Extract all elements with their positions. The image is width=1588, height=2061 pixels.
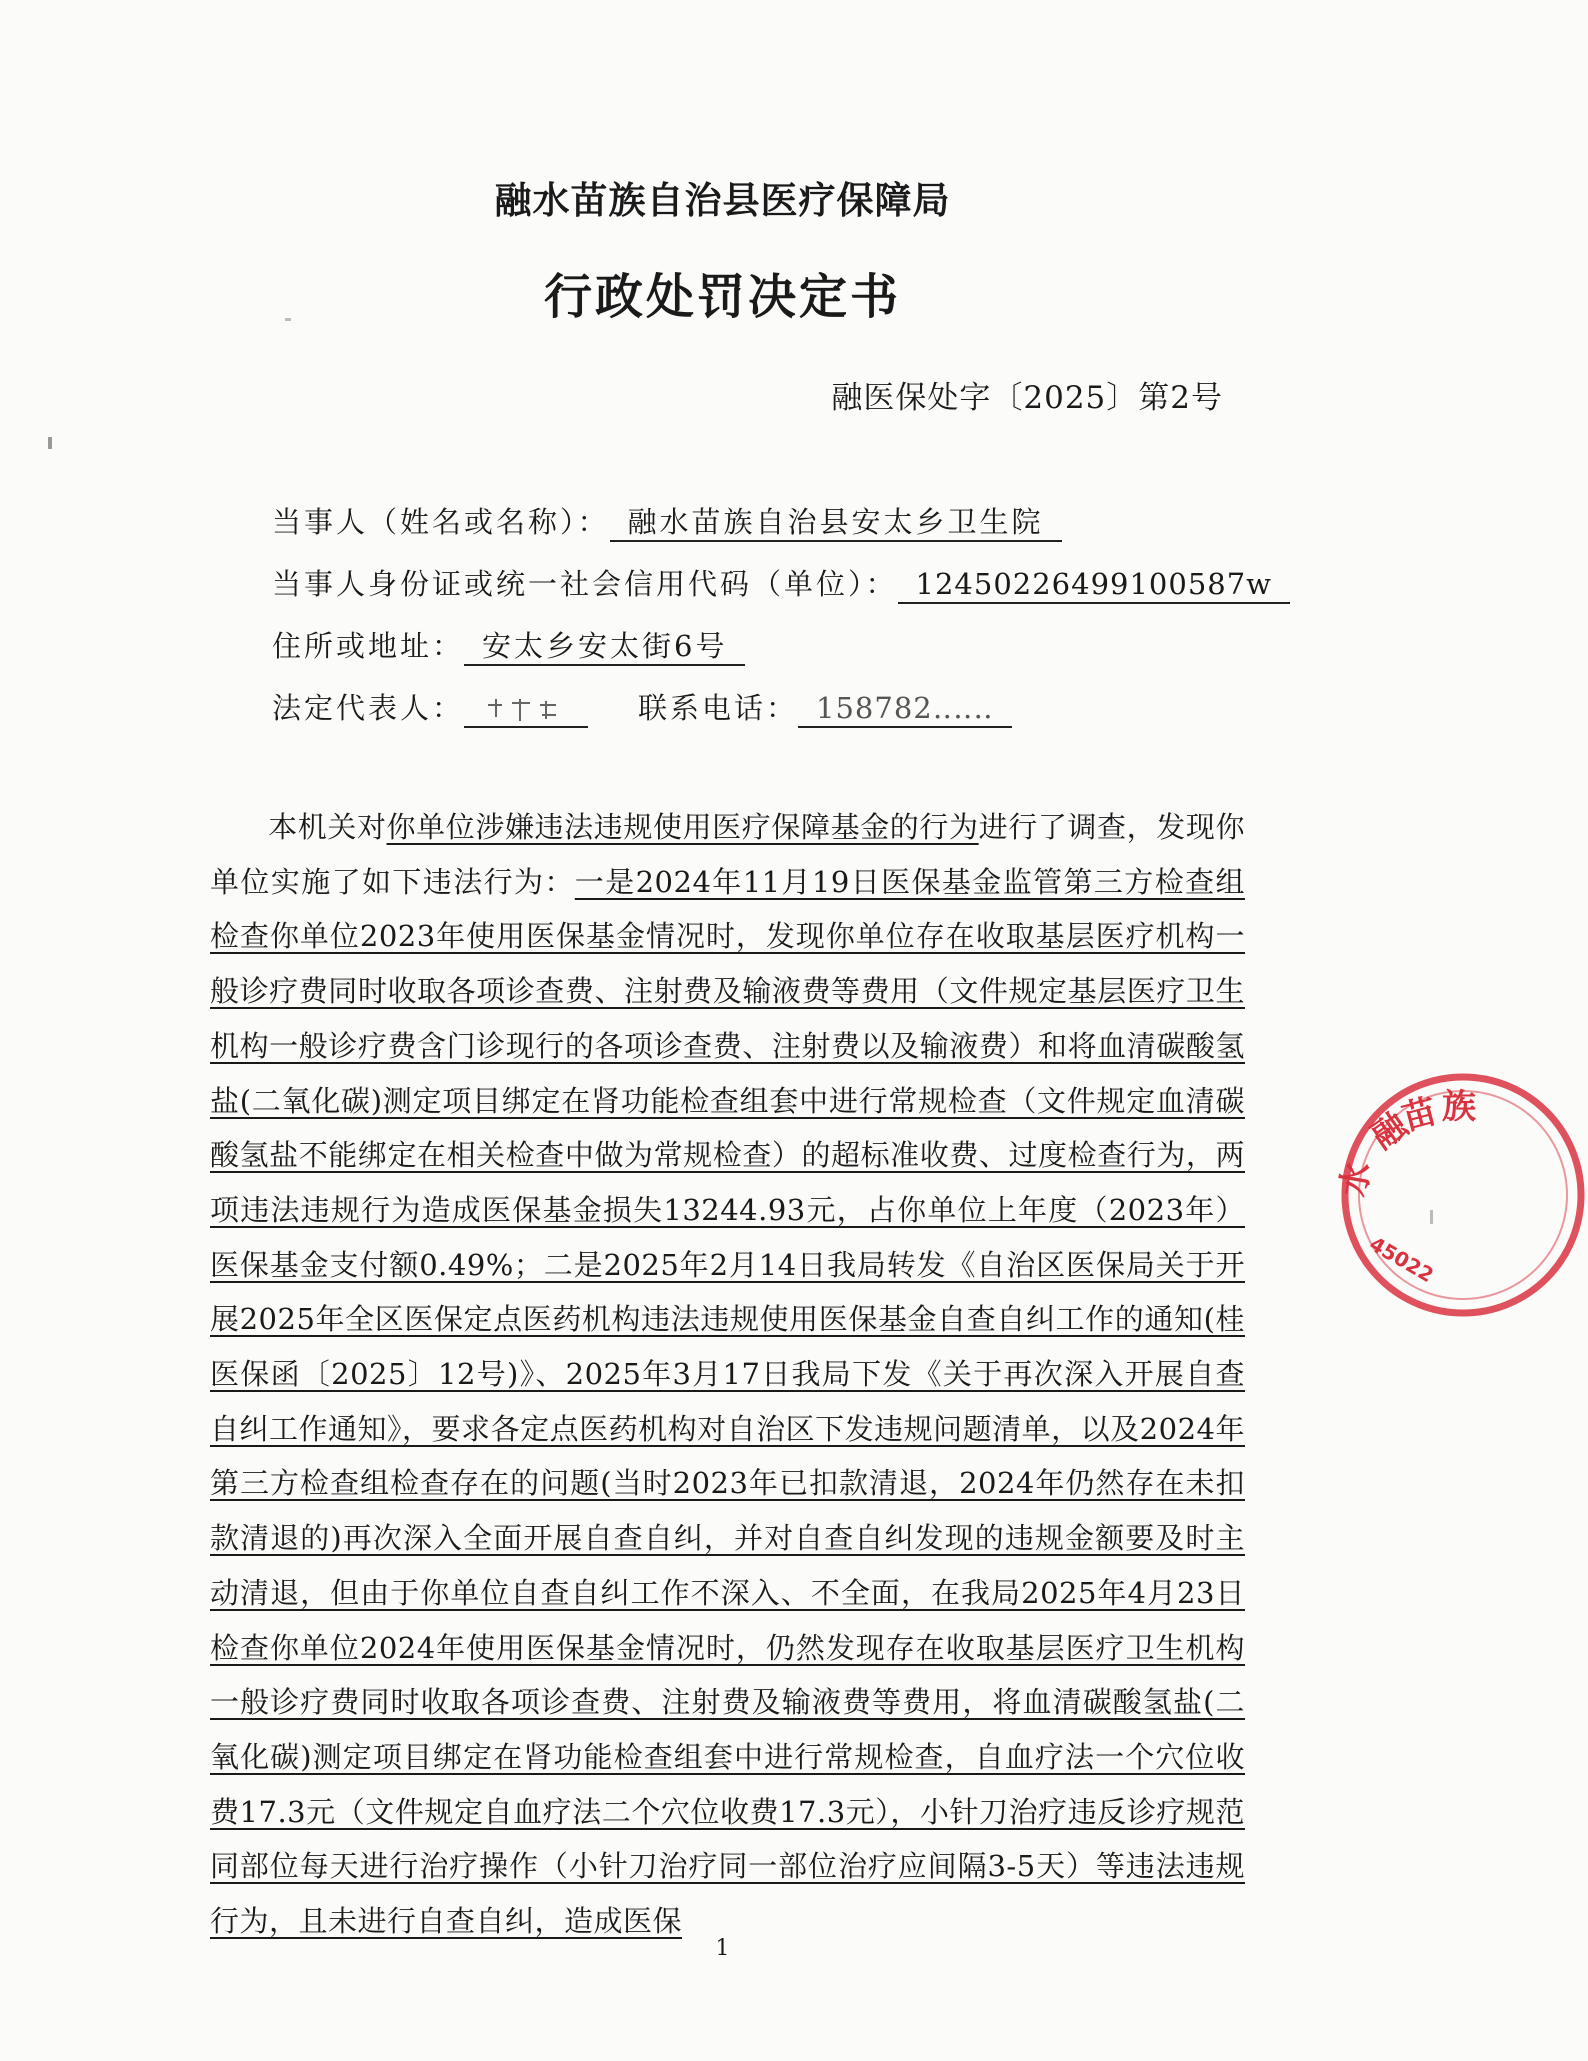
decision-body-paragraph (210, 800, 1245, 1949)
address-row (272, 624, 745, 666)
document-number: 融医保处字〔2025〕第2号 (831, 380, 1223, 416)
svg-text:45022: 45022 (1365, 1231, 1438, 1288)
body-violations: 一是2024年11月19日医保基金监管第三方检查组检查你单位2023年使用医保基金情况时，发现你单位存在收取基层医疗机构一般诊疗费同时收取各项诊查费、注射费及输液费等费用（文件规定基层医疗卫生机构一般诊疗费含门诊现行的各项诊查费、注射费以及输液费）和将血清碳酸氢盐(二氧化碳)测定项目绑定在肾功能检查组套中进行常规检查（文件规定血清碳酸氢盐不能绑定在相关检查中做为常规检查）的超标准收费、过度检查行为，两项违法违规行为造成医保基金损失13244.93元，占你单位上年度（2023年）医保基金支付额0.49%；二是2025年2月14日我局转发《自治区医保局关于开展2025年全区医保定点医药机构违法违规使用医保基金自查自纠工作的通知(桂医保函〔2025〕12号)》、2025年3月17日我局下发《关于再次深入开展自查自纠工作通知》，要求各定点医药机构对自治区下发违规问题清单，以及2024年第三方检查组检查存在的问题(当时2023年已扣款清退，2024年仍然存在未扣款清退的)再次深入全面开展自查自纠，并对自查自纠发现的违规金额要及时主动清退，但由于你单位自查自纠工作不深入、不全面，在我局2025年4月23日检查你单位2024年使用医保基金情况时，仍然发现存在收取基层医疗卫生机构一般诊疗费同时收取各项诊查费、注射费及输液费等费用，将血清碳酸氢盐(二氧化碳)测定项目绑定在肾功能检查组套中进行常规检查，自血疗法一个穴位收费17.3元（文件规定自血疗法二个穴位收费17.3元），小针刀治疗违反诊疗规范同部位每天进行治疗操作（小针刀治疗同一部位治疗应间隔3-5天）等违法违规行为，且未进行自查自纠，造成医保 (210, 864, 1245, 1939)
scan-artifact (285, 318, 291, 321)
svg-text:苗: 苗 (1397, 1091, 1442, 1139)
redaction-mark (482, 695, 570, 725)
party-name-value: 融水苗族自治县安太乡卫生院 (610, 504, 1062, 542)
address-value: 安太乡安太街6号 (464, 628, 745, 666)
credit-code-label: 当事人身份证或统一社会信用代码（单位）： (272, 567, 898, 601)
credit-code-row (272, 562, 1290, 604)
svg-text:水: 水 (1333, 1159, 1379, 1200)
party-name-label: 当事人（姓名或名称）： (272, 505, 610, 539)
phone-label: 联系电话： (638, 691, 799, 725)
svg-text:融: 融 (1364, 1105, 1416, 1158)
credit-code-value: 12450226499100587w (898, 566, 1290, 604)
body-intro: 本机关对 (268, 810, 387, 844)
representative-value-redacted (464, 690, 588, 728)
scan-artifact (1430, 1210, 1433, 1224)
representative-label: 法定代表人： (272, 691, 465, 725)
page-number: 1 (715, 1936, 730, 1961)
official-seal (1333, 1070, 1588, 1320)
party-name-row (272, 500, 1062, 542)
scan-artifact (48, 437, 52, 449)
phone-value: 158782‥‥‥ (798, 690, 1012, 728)
representative-row (272, 686, 1012, 728)
issuing-organization: 融水苗族自治县医疗保障局 (494, 178, 951, 222)
svg-text:族: 族 (1442, 1087, 1476, 1127)
body-subject: 你单位涉嫌违法违规使用医疗保障基金的行为 (386, 810, 979, 844)
document-title: 行政处罚决定书 (543, 269, 901, 325)
body-finding: 进行了调查，发现你单位实施了如下违法行为： (210, 810, 1245, 899)
address-label: 住所或地址： (272, 629, 465, 663)
